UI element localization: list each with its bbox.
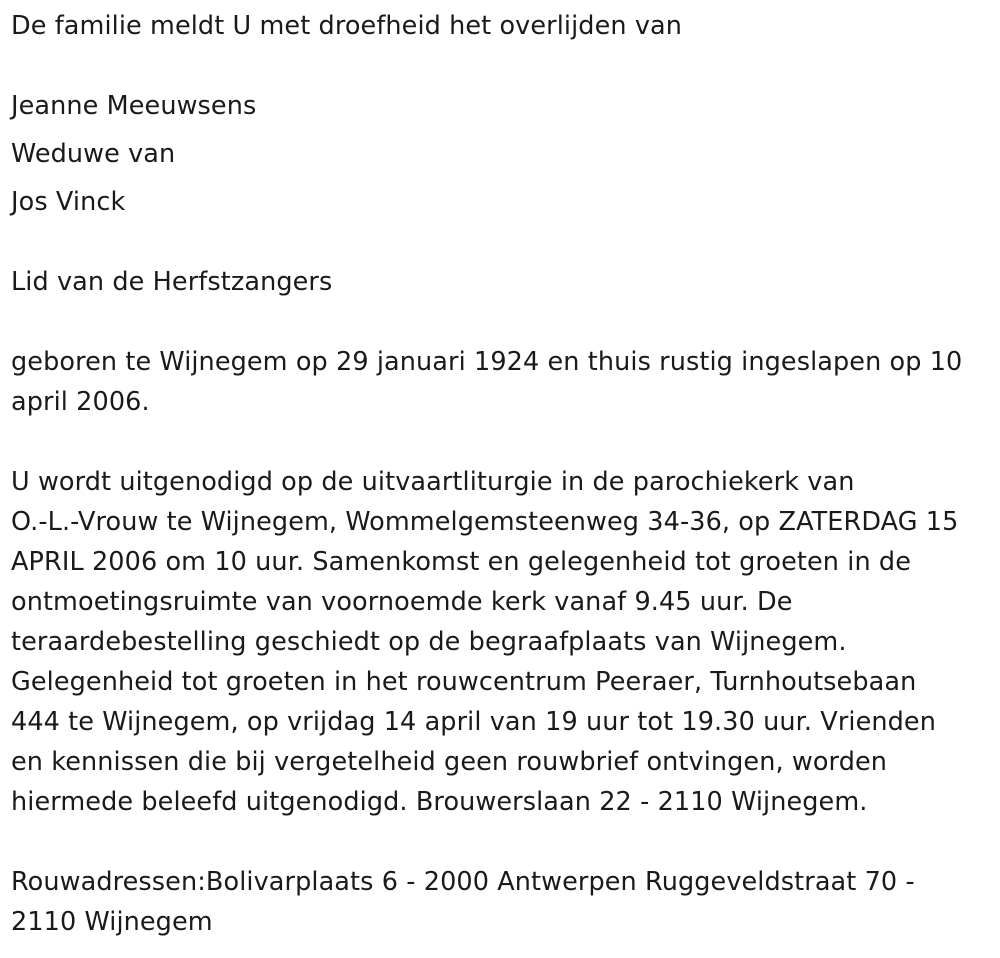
deceased-name: Jeanne Meeuwsens — [11, 91, 257, 121]
spouse-name: Jos Vinck — [11, 187, 126, 217]
intro-text: De familie meldt U met droefheid het overlijden van — [11, 11, 683, 41]
paragraph-line: en kennissen die bij vergetelheid geen rouwbrief ontvingen, worden — [11, 747, 888, 777]
paragraph-line: teraardebestelling geschiedt op de begraafplaats van Wijnegem. — [11, 627, 847, 657]
paragraph-line: ontmoetingsruimte van voornoemde kerk vanaf 9.45 uur. De — [11, 587, 793, 617]
birth-death-paragraph — [11, 342, 996, 422]
funeral-paragraph — [11, 462, 996, 822]
paragraph-line: 2110 Wijnegem — [11, 907, 213, 937]
paragraph-line: Gelegenheid tot groeten in het rouwcentrum Peeraer, Turnhoutsebaan — [11, 667, 917, 697]
paragraph-line: geboren te Wijnegem op 29 januari 1924 en thuis rustig ingeslapen op 10 — [11, 347, 963, 377]
mourning-addresses-paragraph — [11, 862, 996, 942]
membership-text: Lid van de Herfstzangers — [11, 267, 333, 297]
widow-of-label: Weduwe van — [11, 139, 176, 169]
paragraph-line: U wordt uitgenodigd op de uitvaartliturgie in de parochiekerk van — [11, 467, 855, 497]
paragraph-line: april 2006. — [11, 387, 150, 417]
paragraph-line: 444 te Wijnegem, op vrijdag 14 april van 19 uur tot 19.30 uur. Vrienden — [11, 707, 936, 737]
paragraph-line: Rouwadressen:Bolivarplaats 6 - 2000 Antwerpen Ruggeveldstraat 70 - — [11, 867, 915, 897]
paragraph-line: APRIL 2006 om 10 uur. Samenkomst en gelegenheid tot groeten in de — [11, 547, 911, 577]
paragraph-line: hiermede beleefd uitgenodigd. Brouwerslaan 22 - 2110 Wijnegem. — [11, 787, 868, 817]
paragraph-line: O.-L.-Vrouw te Wijnegem, Wommelgemsteenweg 34-36, op ZATERDAG 15 — [11, 507, 959, 537]
